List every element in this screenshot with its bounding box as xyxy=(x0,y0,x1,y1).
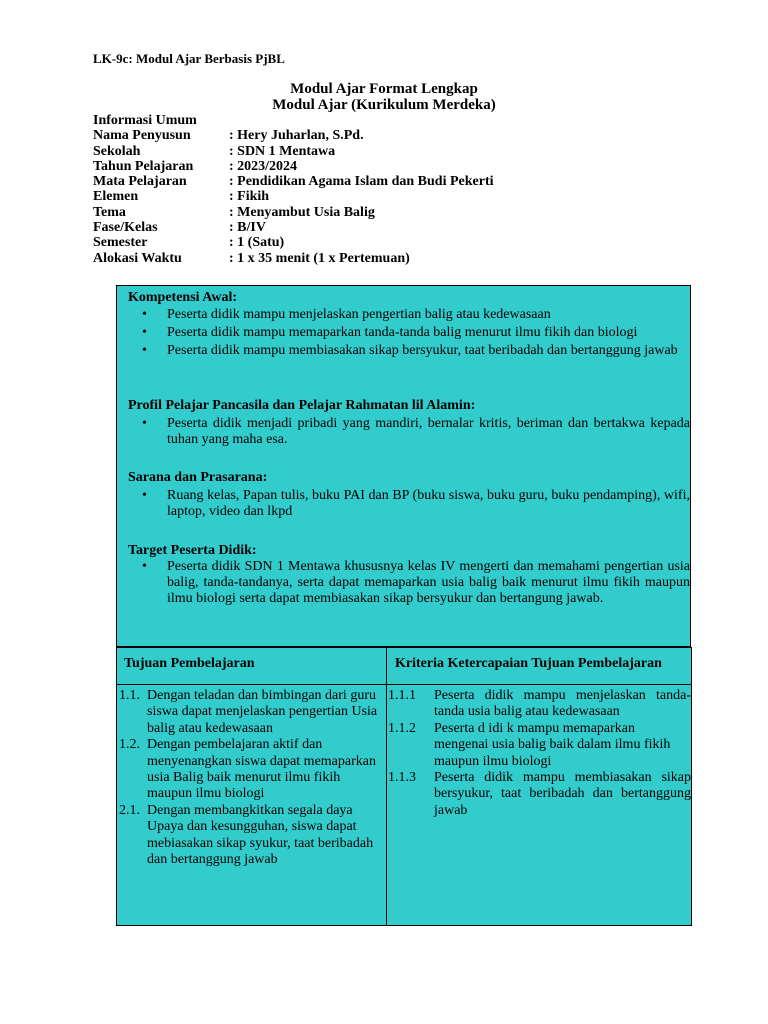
list-item-text: Dengan teladan dan bimbingan dari guru siswa dapat menjelaskan pengertian Usia balig atau kedewasaan xyxy=(147,688,378,736)
item-number: 1.2. xyxy=(119,737,140,753)
sarana-prasarana-title: Sarana dan Prasarana: xyxy=(128,470,268,485)
target-peserta-list xyxy=(137,559,690,609)
list-item xyxy=(388,721,691,770)
info-value: : SDN 1 Mentawa xyxy=(229,143,336,159)
info-key: Semester xyxy=(93,235,148,251)
general-info-heading: Informasi Umum xyxy=(93,113,197,128)
tujuan-header: Tujuan Pembelajaran xyxy=(124,656,255,671)
info-key: Tema xyxy=(93,204,126,220)
list-item xyxy=(119,688,381,737)
list-item xyxy=(388,770,691,819)
kriteria-header: Kriteria Ketercapaian Tujuan Pembelajaran xyxy=(395,656,662,671)
list-item-text: Peserta didik mampu membiasakan sikap bersyukur, taat beribadah dan bertanggung jawab xyxy=(167,343,678,358)
info-key: Elemen xyxy=(93,189,139,205)
info-key: Fase/Kelas xyxy=(93,220,158,236)
info-key: Nama Penyusun xyxy=(93,128,191,144)
item-number: 1.1.3 xyxy=(388,770,416,786)
list-item xyxy=(119,737,381,803)
info-row-penyusun xyxy=(93,128,494,143)
list-item-text: Peserta didik mampu membiasakan sikap bersyukur, taat beribadah dan bertanggung jawab xyxy=(434,770,691,818)
info-row-tema xyxy=(93,205,494,220)
info-key: Alokasi Waktu xyxy=(93,250,182,266)
target-peserta-title: Target Peserta Didik: xyxy=(128,543,257,558)
list-item xyxy=(137,416,690,448)
info-row-semester xyxy=(93,235,494,250)
header-divider xyxy=(117,684,691,685)
list-item xyxy=(137,325,690,341)
list-item xyxy=(388,688,691,721)
list-item-text: Peserta didik mampu menjelaskan tanda- tanda usia balig atau kedewasaan xyxy=(434,688,691,720)
profil-pelajar-list xyxy=(137,416,690,450)
item-number: 1.1.1 xyxy=(388,688,416,703)
info-row-fase xyxy=(93,220,494,235)
list-item xyxy=(137,307,690,323)
item-number: 2.1. xyxy=(119,802,140,818)
list-item xyxy=(137,559,690,607)
bullet-icon: • xyxy=(142,488,147,503)
competency-box xyxy=(116,285,691,647)
info-key: Sekolah xyxy=(93,143,141,159)
bullet-icon: • xyxy=(142,343,147,358)
tujuan-list xyxy=(119,688,381,868)
list-item xyxy=(119,803,381,869)
bullet-icon: • xyxy=(142,307,147,322)
item-number: 1.1. xyxy=(119,688,140,703)
info-row-mapel xyxy=(93,174,494,189)
list-item-text: Ruang kelas, Papan tulis, buku PAI dan BP (buku siswa, buku guru, buku pendamping), wifi, laptop, video dan lkpd xyxy=(167,488,690,519)
list-item-text: Peserta didik SDN 1 Mentawa khususnya kelas IV mengerti dan memahami pengertian usia balig, tanda-tandanya, serta dapat memaparkan usia balig baik menurut ilmu fikih maupun ilmu biologi serta dapat membiasakan sikap bersyukur dan bertangung jawab. xyxy=(167,559,690,606)
kompetensi-awal-list xyxy=(137,307,690,361)
info-row-elemen xyxy=(93,189,494,204)
sarana-prasarana-list xyxy=(137,488,690,522)
list-item xyxy=(137,488,690,520)
list-item xyxy=(137,343,690,359)
info-key: Mata Pelajaran xyxy=(93,174,187,190)
info-value: : Hery Juharlan, S.Pd. xyxy=(229,128,364,144)
kriteria-list xyxy=(388,688,691,819)
info-value: : 1 (Satu) xyxy=(229,235,285,251)
item-number: 1.1.2 xyxy=(388,720,416,736)
learning-objectives-table xyxy=(116,647,692,926)
profil-pelajar-title: Profil Pelajar Pancasila dan Pelajar Rahmatan lil Alamin: xyxy=(128,398,476,413)
info-row-alokasi xyxy=(93,251,494,266)
bullet-icon: • xyxy=(142,325,147,340)
info-value: : Pendidikan Agama Islam dan Budi Pekerti xyxy=(229,174,494,190)
list-item-text: Dengan membangkitkan segala daya Upaya dan kesungguhan, siswa dapat mebiasakan sikap syukur, taat beribadah dan bertanggung jawab xyxy=(147,802,374,868)
bullet-icon: • xyxy=(142,416,147,431)
list-item-text: Peserta didik mampu memaparkan tanda-tanda balig menurut ilmu fikih dan biologi xyxy=(167,325,638,340)
info-value: : 1 x 35 menit (1 x Pertemuan) xyxy=(229,250,410,266)
document-subtitle: Modul Ajar (Kurikulum Merdeka) xyxy=(272,97,496,113)
document-title: Modul Ajar Format Lengkap xyxy=(290,81,478,97)
bullet-icon: • xyxy=(142,559,147,574)
kompetensi-awal-title: Kompetensi Awal: xyxy=(128,290,238,305)
document-header-label: LK-9c: Modul Ajar Berbasis PjBL xyxy=(93,51,285,66)
info-value: : Menyambut Usia Balig xyxy=(229,204,375,220)
info-row-tahun xyxy=(93,159,494,174)
info-key: Tahun Pelajaran xyxy=(93,158,194,174)
list-item-text: Peserta didik menjadi pribadi yang mandiri, bernalar kritis, beriman dan bertakwa kepada tuhan yang maha esa. xyxy=(167,416,690,447)
list-item-text: Dengan pembelajaran aktif dan menyenangkan siswa dapat memaparkan usia Balig baik menurut ilmu fikih maupun ilmu biologi xyxy=(147,737,376,802)
info-value: : Fikih xyxy=(229,189,270,205)
list-item-text: Peserta d idi k mampu memaparkan mengenai usia balig baik dalam ilmu fikih maupun ilmu biologi xyxy=(434,720,671,769)
list-item-text: Peserta didik mampu menjelaskan pengertian balig atau kedewasaan xyxy=(167,307,551,322)
general-info-section xyxy=(93,113,494,266)
column-divider xyxy=(386,648,387,925)
info-value: : 2023/2024 xyxy=(229,158,298,174)
info-value: : B/IV xyxy=(229,220,266,236)
info-row-sekolah xyxy=(93,144,494,159)
